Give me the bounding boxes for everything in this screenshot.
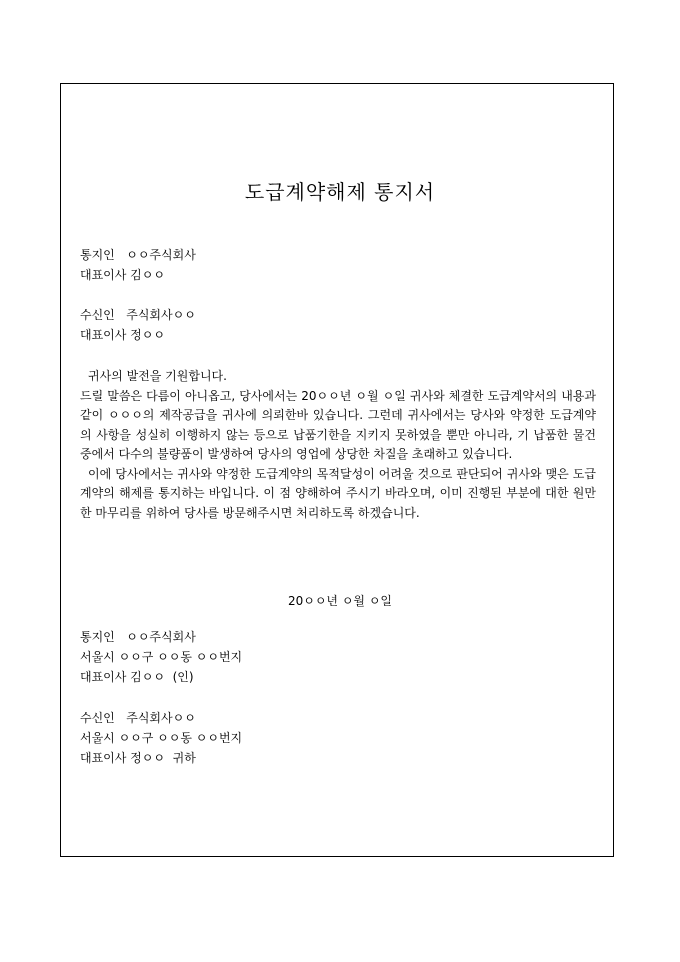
letter-date: 20ㅇㅇ년 ㅇ월 ㅇ일 xyxy=(287,594,393,608)
letter-body xyxy=(80,367,596,523)
footer-sender-address: 서울시 ㅇㅇ구 ㅇㅇ동 ㅇㅇ번지 xyxy=(80,650,243,664)
sender-block xyxy=(80,245,196,285)
footer-recipient-company: 주식회사ㅇㅇ xyxy=(126,711,196,725)
recipient-block xyxy=(80,305,196,345)
recipient-rep: 대표이사 정ㅇㅇ xyxy=(80,328,165,342)
body-greeting: 귀사의 발전을 기원합니다. xyxy=(88,369,227,383)
footer-sender-block xyxy=(80,627,242,687)
footer-sender-seal: (인) xyxy=(172,670,194,684)
footer-recipient-honorific: 귀하 xyxy=(172,751,196,765)
footer-recipient-rep: 대표이사 정ㅇㅇ xyxy=(80,751,165,765)
footer-recipient-block xyxy=(80,708,242,768)
footer-sender-label: 통지인 xyxy=(80,630,115,644)
sender-company: ㅇㅇ주식회사 xyxy=(126,248,196,262)
body-paragraph-1: 드릴 말씀은 다름이 아니옵고, 당사에서는 20ㅇㅇ년 ㅇ월 ㅇ일 귀사와 체결한 도급계약서의 내용과 같이 ㅇㅇㅇ의 제작공급을 귀사에 의뢰한바 있습니다. 그런데 귀사에서는 당사와 약정한 도급계약의 사항을 성실히 이행하지 않는 등으로 납품기한을 지키지 못하였을 뿐만 아니라, 기 납품한 물건 중에서 다수의 불량품이 발생하여 당사의 영업에 상당한 차질을 초래하고 있습니다. xyxy=(80,388,596,461)
sender-rep: 대표이사 김ㅇㅇ xyxy=(80,268,165,282)
footer-sender-company: ㅇㅇ주식회사 xyxy=(126,630,196,644)
recipient-label: 수신인 xyxy=(80,308,115,322)
footer-recipient-label: 수신인 xyxy=(80,711,115,725)
recipient-company: 주식회사ㅇㅇ xyxy=(126,308,196,322)
sender-label: 통지인 xyxy=(80,248,115,262)
footer-recipient-address: 서울시 ㅇㅇ구 ㅇㅇ동 ㅇㅇ번지 xyxy=(80,731,243,745)
footer-sender-rep: 대표이사 김ㅇㅇ xyxy=(80,670,165,684)
document-title: 도급계약해제 통지서 xyxy=(244,180,436,204)
body-paragraph-2: 이에 당사에서는 귀사와 약정한 도급계약의 목적달성이 어려울 것으로 판단되어 귀사와 맺은 도급계약의 해제를 통지하는 바입니다. 이 점 양해하여 주시기 바라오며, 이미 진행된 부분에 대한 원만한 마무리를 위하여 당사를 방문해주시면 처리하도록 하겠습니다. xyxy=(80,466,596,520)
